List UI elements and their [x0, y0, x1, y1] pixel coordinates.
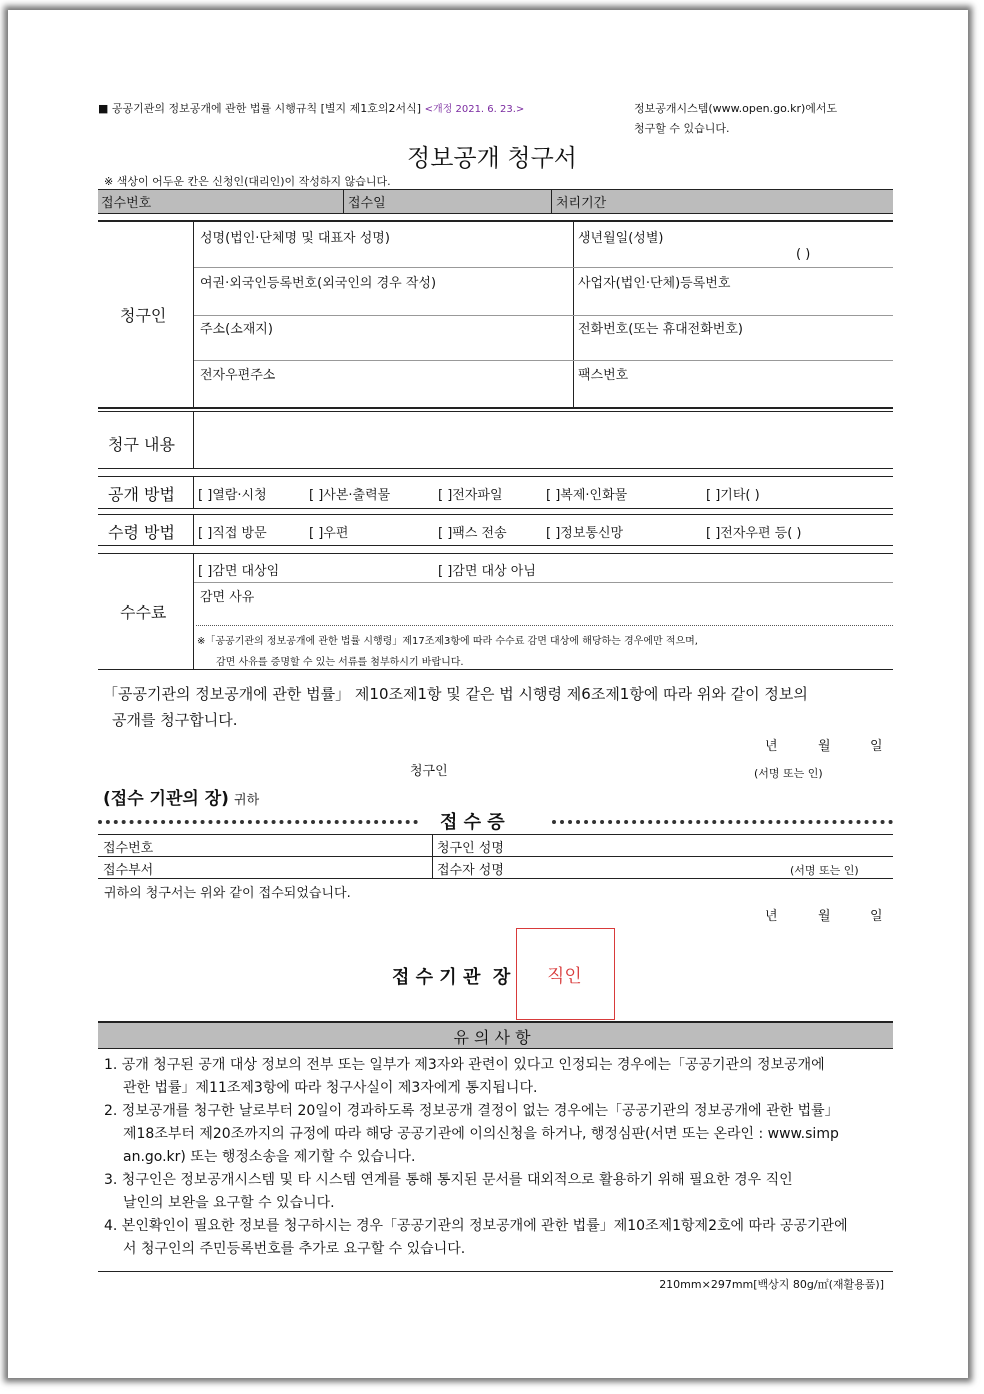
birth-field-label: 생년월일(성별) [578, 231, 664, 246]
business-no-field-label: 사업자(법인·단체)등록번호 [578, 276, 731, 291]
decl-month: 월 [818, 739, 831, 754]
note-4a: 4. 본인확인이 필요한 정보를 청구하시는 경우「공공기관의 정보공개에 관한 법률」제10조제1항제2호에 따라 공공기관에 [104, 1218, 848, 1234]
note-2a: 2. 정보공개를 청구한 날로부터 20일이 경과하도록 정보공개 결정이 없는 경우에는「공공기관의 정보공개에 관한 법률」 [104, 1103, 839, 1119]
option-visit[interactable]: [ ]직접 방문 [198, 526, 267, 541]
receipt-method-label: 수령 방법 [108, 523, 175, 542]
slip-day: 일 [870, 909, 883, 924]
agency-head: 접 수 기 관 장 [392, 967, 511, 988]
processing-period-label: 처리기간 [556, 196, 607, 211]
slip-receipt-no: 접수번호 [103, 841, 154, 856]
notes-title: 유 의 사 항 [453, 1028, 531, 1047]
option-mail[interactable]: [ ]우편 [309, 526, 349, 541]
option-view[interactable]: [ ]열람·시청 [198, 488, 267, 503]
option-fee-not-exempt[interactable]: [ ]감면 대상 아님 [438, 564, 536, 579]
request-content-label: 청구 내용 [108, 435, 175, 454]
phone-field-label: 전화번호(또는 휴대전화번호) [578, 322, 743, 337]
note-2b: 제18조부터 제20조까지의 규정에 따라 해당 공공기관에 이의신청을 하거나, 행정심판(서면 또는 온라인 : www.simp [123, 1126, 839, 1142]
option-copy[interactable]: [ ]사본·출력물 [309, 488, 391, 503]
address-field-label: 주소(소재지) [200, 322, 273, 337]
addressee-honorific: 귀하 [234, 793, 260, 808]
disclosure-method-label: 공개 방법 [108, 485, 175, 504]
decl-requester: 청구인 [410, 764, 448, 779]
fee-label: 수수료 [120, 603, 167, 622]
passport-field-label: 여권·외국인등록번호(외국인의 경우 작성) [200, 276, 437, 291]
slip-received-msg: 귀하의 청구서는 위와 같이 접수되었습니다. [104, 886, 351, 901]
requester-label: 청구인 [120, 306, 167, 325]
gender-paren: ( ) [796, 247, 811, 262]
slip-receiver-sign: (서명 또는 인) [790, 864, 859, 877]
fee-note-1: ※「공공기관의 정보공개에 관한 법률 시행령」제17조제3항에 따라 수수료 감면 대상에 해당하는 경우에만 적으며, [197, 636, 698, 647]
note-3b: 날인의 보완을 요구할 수 있습니다. [123, 1195, 335, 1211]
slip-receiver-name: 접수자 성명 [437, 863, 504, 878]
option-fax[interactable]: [ ]팩스 전송 [438, 526, 507, 541]
revision-date: <개정 2021. 6. 23.> [424, 104, 525, 115]
option-fee-exempt[interactable]: [ ]감면 대상임 [198, 564, 280, 579]
note-3a: 3. 청구인은 정보공개시스템 및 타 시스템 연계를 통해 통지된 문서를 대외적으로 활용하기 위해 필요한 경우 직인 [104, 1172, 793, 1188]
fee-reason-label: 감면 사유 [200, 590, 255, 605]
slip-requester-name: 청구인 성명 [437, 841, 504, 856]
decl-year: 년 [765, 739, 778, 754]
note-1a: 1. 공개 청구된 공개 대상 정보의 전부 또는 일부가 제3자와 관련이 있다고 인정되는 경우에는「공공기관의 정보공개에 [104, 1057, 825, 1073]
decl-sign: (서명 또는 인) [754, 767, 823, 780]
law-reference [98, 100, 524, 116]
receipt-slip-title: 접 수 증 [440, 812, 505, 833]
seal-label: 직인 [547, 966, 582, 987]
receipt-date-label: 접수일 [348, 196, 386, 211]
option-electronic-file[interactable]: [ ]전자파일 [438, 488, 503, 503]
note-1b: 관한 법률」제11조제3항에 따라 청구사실이 제3자에게 통지됩니다. [123, 1080, 538, 1096]
option-email[interactable]: [ ]전자우편 등( ) [706, 526, 802, 541]
addressee-title: (접수 기관의 장) [103, 789, 229, 809]
addressee [103, 784, 259, 809]
footer-spec: 210mm×297mm[백상지 80g/㎡(재활용품)] [659, 1278, 884, 1291]
office-use-row [98, 189, 893, 213]
online-note-2: 청구할 수 있습니다. [634, 122, 730, 135]
option-reproduction[interactable]: [ ]복제·인화물 [546, 488, 628, 503]
option-other[interactable]: [ ]기타( ) [706, 488, 760, 503]
slip-dept: 접수부서 [103, 863, 154, 878]
receipt-no-label: 접수번호 [101, 196, 152, 211]
name-field-label: 성명(법인·단체명 및 대표자 성명) [200, 231, 390, 246]
option-network[interactable]: [ ]정보통신망 [546, 526, 624, 541]
decl-day: 일 [870, 739, 883, 754]
email-field-label: 전자우편주소 [200, 368, 276, 383]
note-2c: an.go.kr) 또는 행정소송을 제기할 수 있습니다. [123, 1149, 416, 1165]
fee-note-2: 감면 사유를 증명할 수 있는 서류를 첨부하시기 바랍니다. [216, 657, 464, 668]
form-title: 정보공개 청구서 [407, 144, 577, 172]
slip-month: 월 [818, 909, 831, 924]
shaded-note: ※ 색상이 어두운 칸은 신청인(대리인)이 작성하지 않습니다. [104, 175, 391, 188]
declaration-line-1: 「공공기관의 정보공개에 관한 법률」 제10조제1항 및 같은 법 시행령 제6조제1항에 따라 위와 같이 정보의 [103, 685, 808, 703]
online-note-1: 정보공개시스템(www.open.go.kr)에서도 [634, 102, 838, 115]
law-ref-text: ■ 공공기관의 정보공개에 관한 법률 시행규칙 [별지 제1호의2서식] [98, 102, 422, 115]
declaration-line-2: 공개를 청구합니다. [112, 711, 238, 729]
fax-field-label: 팩스번호 [578, 368, 629, 383]
slip-year: 년 [765, 909, 778, 924]
notes-list [104, 1054, 848, 1261]
note-4b: 서 청구인의 주민등록번호를 추가로 요구할 수 있습니다. [123, 1241, 466, 1257]
